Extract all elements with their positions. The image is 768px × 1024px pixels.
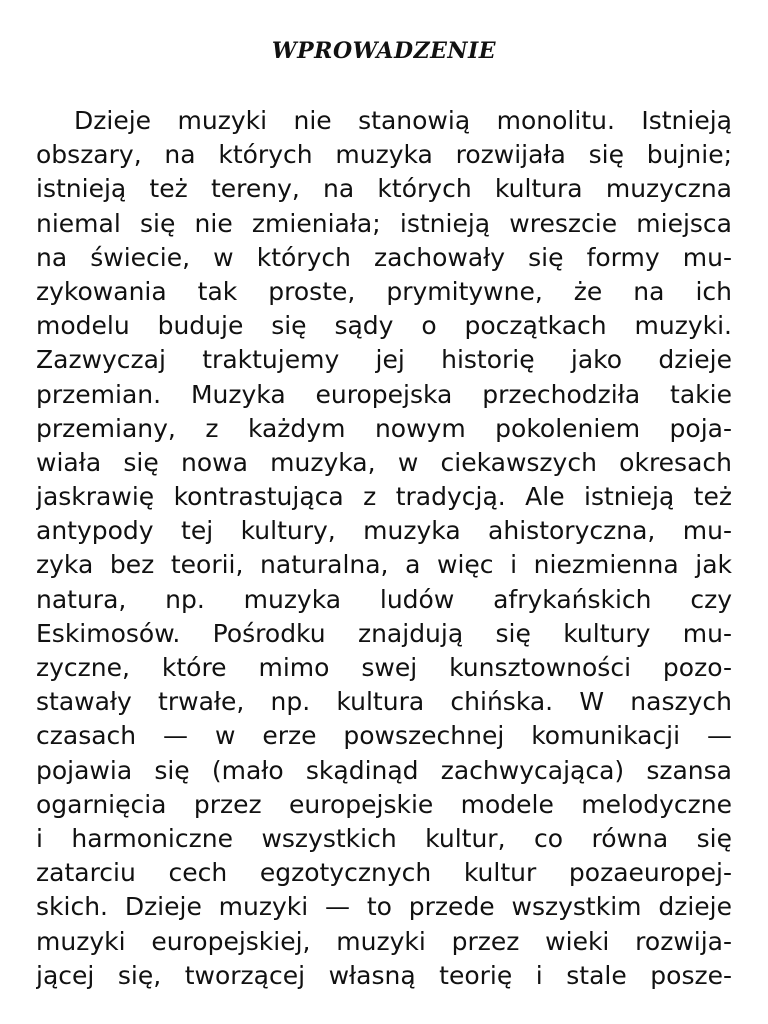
- paragraph-line: na świecie, w których zachowały się formy mu-: [36, 242, 732, 272]
- paragraph-line: obszary, na których muzyka rozwijała się bujnie;: [36, 140, 732, 170]
- paragraph-line: natura, np. muzyka ludów afrykańskich czy: [36, 584, 732, 614]
- paragraph-line: i harmoniczne wszystkich kultur, co równa się: [36, 823, 732, 853]
- paragraph-line: jaskrawię kontrastująca z tradycją. Ale istnieją też: [36, 482, 732, 512]
- paragraph-line: Dzieje muzyki nie stanowią monolitu. Istnieją: [74, 106, 732, 135]
- chapter-heading: WPROWADZENIE: [271, 38, 497, 64]
- paragraph-line: Zazwyczaj traktujemy jej historię jako dzieje: [36, 345, 732, 375]
- paragraph-line: stawały trwałe, np. kultura chińska. W naszych: [36, 687, 732, 717]
- paragraph-line: czasach — w erze powszechnej komunikacji —: [36, 721, 732, 751]
- paragraph-line: pojawia się (mało skądinąd zachwycająca) szansa: [36, 755, 732, 785]
- paragraph-line: przemiany, z każdym nowym pokoleniem poja-: [36, 413, 732, 443]
- paragraph-line: istnieją też tereny, na których kultura muzyczna: [36, 174, 732, 204]
- paragraph-line: wiała się nowa muzyka, w ciekawszych okresach: [36, 447, 732, 477]
- paragraph-line: przemian. Muzyka europejska przechodziła takie: [36, 379, 732, 409]
- paragraph-line: zyka bez teorii, naturalna, a więc i niezmienna jak: [36, 550, 732, 580]
- paragraph-line: antypody tej kultury, muzyka ahistoryczna, mu-: [36, 516, 732, 546]
- paragraph-line: Eskimosów. Pośrodku znajdują się kultury mu-: [36, 618, 732, 648]
- paragraph-line: niemal się nie zmieniała; istnieją wreszcie miejsca: [36, 208, 732, 238]
- paragraph-line: zykowania tak proste, prymitywne, że na ich: [36, 276, 732, 306]
- paragraph-line: ogarnięcia przez europejskie modele melodyczne: [36, 789, 732, 819]
- paragraph-line: modelu buduje się sądy o początkach muzyki.: [36, 311, 732, 341]
- body-paragraph: [36, 104, 732, 993]
- paragraph-line: muzyki europejskiej, muzyki przez wieki rozwija-: [36, 926, 732, 956]
- paragraph-line: zyczne, które mimo swej kunsztowności pozo-: [36, 653, 732, 682]
- paragraph-line: jącej się, tworzącej własną teorię i stale posze-: [36, 960, 732, 990]
- paragraph-line: skich. Dzieje muzyki — to przede wszystkim dzieje: [36, 892, 732, 922]
- paragraph-line: zatarciu cech egzotycznych kultur pozaeuropej-: [36, 858, 732, 888]
